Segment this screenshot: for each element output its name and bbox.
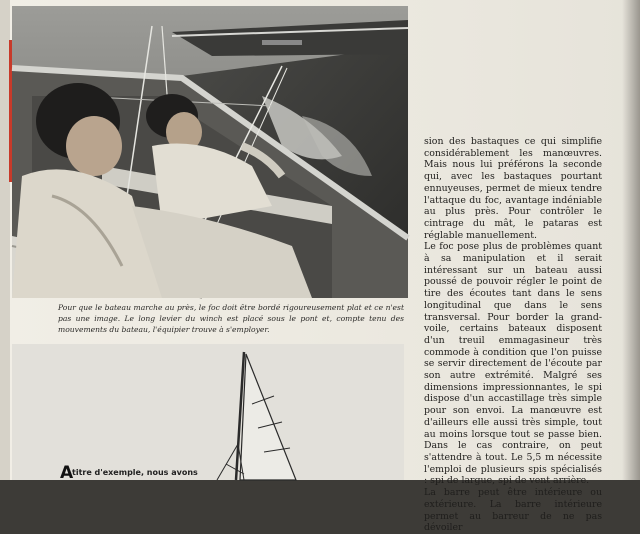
- binding-shadow: [622, 0, 640, 480]
- sailing-crew-photo: [12, 6, 408, 298]
- article-column: [424, 136, 602, 534]
- article-paragraph: sion des bastaques ce qui simplifie considérablement les manœuvres. Mais nous lui préférons la seconde qui, avec les bastaques pourtant ennuyeuses, permet de mieux tendre l'attaque du foc, avantage indéniable au plus près. Pour contrôler le cintrage du mât, le pataras est réglable manuellement.: [424, 136, 602, 241]
- drop-cap: A: [60, 463, 74, 483]
- article-paragraph: La barre peut être intérieure ou extérieure. La barre intérieure permet au barreur de ne pas dévoiler: [424, 487, 602, 534]
- photo-caption: Pour que le bateau marche au près, le foc doit être bordé rigoureusement plat et ce n'est pas une image. Le long levier du winch est placé sous le pont et, compte tenu des mouvements du bateau, l'équipier trouve à s'employer.: [58, 303, 404, 334]
- article-paragraph: Le foc pose plus de problèmes quant à sa manipulation et il serait intéressant sur un bateau aussi poussé de pouvoir régler le point de tire des écoutes tant dans le sens longitudinal que dans le sens transversal. Pour border la grand-voile, certains bateaux disposent d'un treuil emmagasineur très commode à condition que l'on puisse se servir directement de l'écoute par son autre extrémité. Malgré ses dimensions impressionnantes, le spi dispose d'un accastillage très simple pour son envoi. La manœuvre est d'ailleurs elle aussi très simple, tout au moins lorsque tout se passe bien. Dans le cas contraire, on peut s'attendre à tout. Le 5,5 m nécessite l'emploi de plusieurs spis spécialisés : spi de largue, spi de vent arrière.: [424, 241, 602, 487]
- sail-plan-diagram: [12, 344, 404, 480]
- lead-paragraph: titre d'exemple, nous avons: [72, 468, 198, 477]
